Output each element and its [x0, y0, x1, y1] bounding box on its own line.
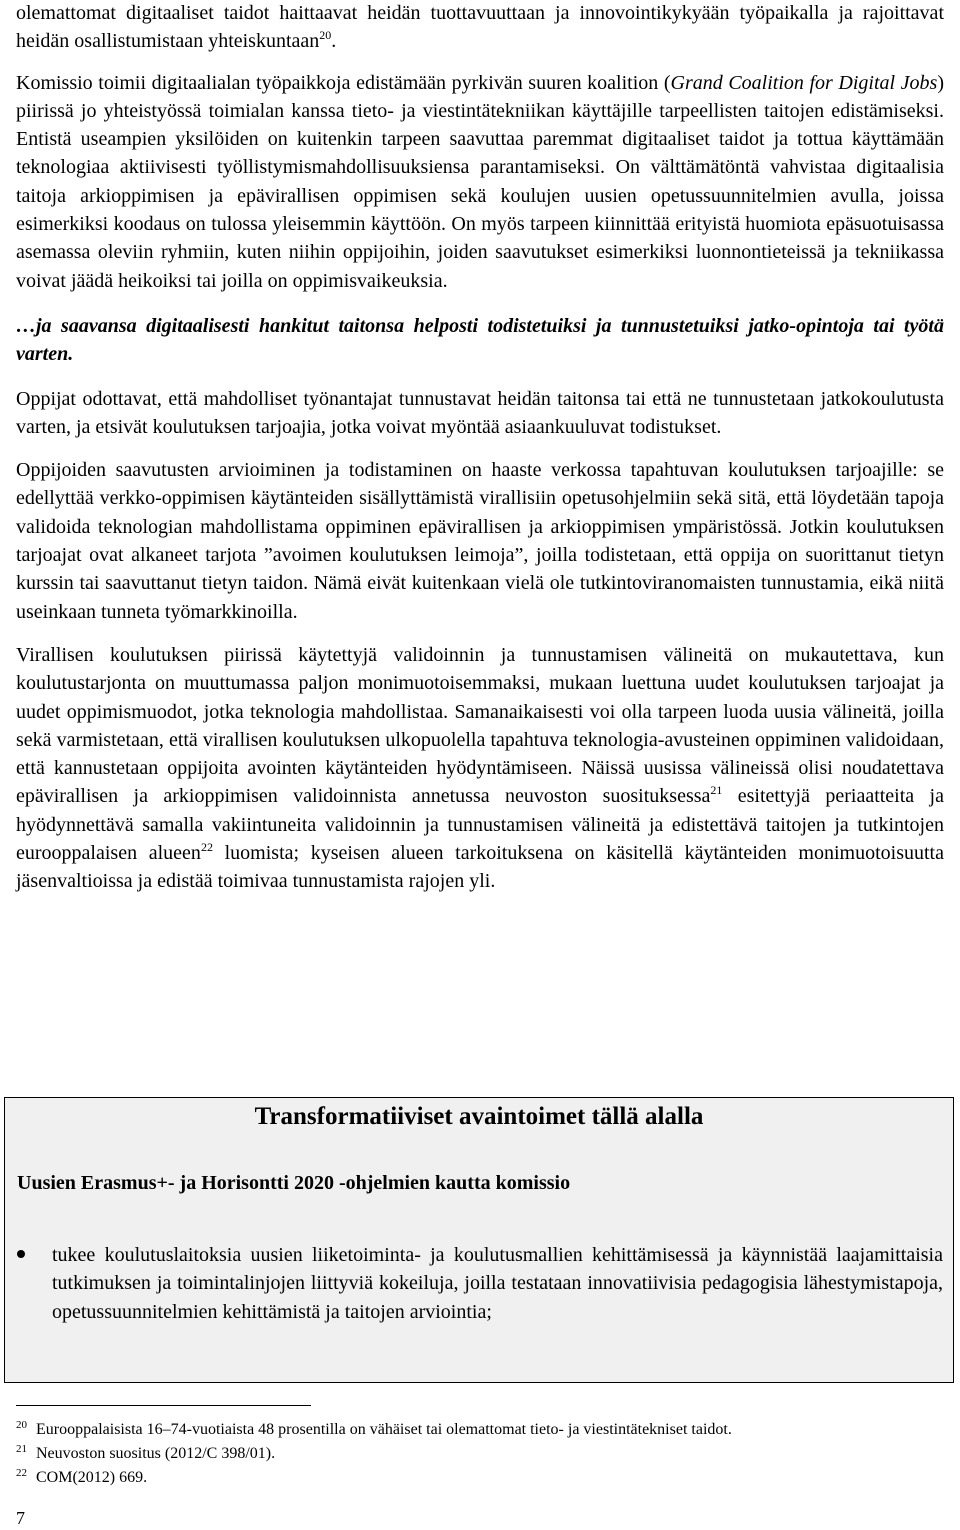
paragraph-grand-coalition — [16, 69, 944, 295]
footnote-divider — [16, 1405, 311, 1406]
p1-text-a: Komissio toimii digitaalialan työpaikkoja edistämään pyrkivän suuren koalition ( — [16, 71, 671, 94]
footnote-text: Neuvoston suositus (2012/C 398/01). — [36, 1445, 276, 1462]
footnote-text: COM(2012) 669. — [36, 1469, 148, 1486]
p4-text-c: luomista; kyseisen alueen tarkoituksena on käsitellä käytänteiden monimuotoisuutta jäsenvaltioissa ja edistää toimivaa tunnustamista rajojen yli. — [16, 842, 944, 893]
p4-text-a: Virallisen koulutuksen piirissä käytettyjä validoinnin ja tunnustamisen välineitä on mukautettava, kun koulutustarjonta on muuttumassa paljon monimuotoisemmaksi, mukaan luettuna uudet koulutuksen tarjoajat ja uudet oppimismuodot, jotka teknologia mahdollistaa. Samanaikaisesti voi olla tarpeen luoda uusia välineitä, joilla sekä varmistetaan, että virallisen koulutuksen ulkopuolella tapahtuva teknologia-avusteinen oppiminen validoidaan, että kannustetaan oppijoita avointen käytänteiden hyödyntämiseen. Näissä uusissa välineissä olisi noudatettava epävirallisen ja arkioppimisen validoinnista annetussa neuvoston suosituksessa — [16, 643, 944, 808]
p1-text-b: ) piirissä jo yhteistyössä toimialan kanssa tieto- ja viestintätekniikan käyttäjille tarpeellisten taitojen edistämiseksi. Entistä useampien yksilöiden on kuitenkin tarpeen saavuttaa paremmat digitaaliset taidot ja tottua käyttämään teknologiaa aktiivisesti työllistymismahdollisuuksiensa parantamiseksi. On välttämätöntä vahvistaa digitaalisia taitoja arkioppimisen ja epävirallisen oppimisen sekä koulujen uusien opetussuunnitelmien avulla, joissa esimerkiksi koodaus on tulossa yleisemmin käyttöön. On myös tarpeen kiinnittää erityistä huomiota epäsuotuisassa asemassa oleviin ryhmiin, kuten niihin oppijoihin, joiden saavutukset esimerkiksi luonnontieteissä ja tekniikassa voivat jäädä heikoiksi tai joilla on oppimisvaikeuksia. — [16, 71, 944, 292]
p1-italic: Grand Coalition for Digital Jobs — [670, 71, 938, 94]
paragraph-learners-expect: Oppijat odottavat, että mahdolliset työnantajat tunnustavat heidän taitonsa tai että ne tunnustetaan jatkokoulutusta varten, ja etsivät koulutuksen tarjoajia, jotka voivat myöntää asiaankuuluvat todistukset. — [16, 387, 944, 438]
bullet-dot-icon — [17, 1250, 25, 1258]
document-body — [16, 0, 944, 896]
bullet-text: tukee koulutuslaitoksia uusien liiketoiminta- ja koulutusmallien kehittämisessä ja käynnistää laajamittaisia tutkimuksen ja toimintalinjojen liittyviä kokeiluja, joilla testataan innovatiivisia pedagogisia lähestymistapoja, opetussuunnitelmien kehittämistä ja taitojen arviointia; — [52, 1244, 943, 1323]
key-actions-box — [4, 1097, 954, 1383]
footnotes — [16, 1418, 732, 1490]
box-subtitle: Uusien Erasmus+- ja Horisontti 2020 -ohjelmien kautta komissio — [17, 1172, 571, 1194]
box-title: Transformatiiviset avaintoimet tällä alalla — [254, 1103, 704, 1130]
footnote-ref-21: 21 — [710, 783, 723, 798]
paragraph-assessment: Oppijoiden saavutusten arvioiminen ja todistaminen on haaste verkossa tapahtuvan koulutuksen tarjoajille: se edellyttää verkko-oppimisen käytänteiden sisällyttämistä virallisiin opetusohjelmiin sekä sitä, että löydetään tapoja validoida teknologian mahdollistama oppiminen epävirallisen ja arkioppimisen ympäristössä. Jotkin koulutuksen tarjoajat ovat alkaneet tarjota ”avoimen koulutuksen leimoja”, joilla todistetaan, että oppija on suorittanut tietyn kurssin tai saavuttanut tietyn taidon. Nämä eivät kuitenkaan vielä ole tutkintoviranomaisten tunnustamia, eikä niitä useinkaan tunneta työmarkkinoilla. — [16, 459, 944, 623]
paragraph-validation — [16, 641, 944, 896]
footnote-ref-22: 22 — [200, 840, 213, 855]
footnote-21: $^{21}$ Neuvoston suositus (2012/C 398/01). — [16, 1443, 276, 1462]
intro-end: . — [331, 30, 337, 53]
p4-text-b: esitettyjä periaatteita ja hyödynnettävä samalla vakiintuneita validoinnin ja tunnustamisen välineitä ja edistettävä taitojen ja tutkintojen eurooppalaisen alueen — [16, 785, 944, 865]
bullet-item — [17, 1241, 943, 1326]
section-heading: …ja saavansa digitaalisesti hankitut taitonsa helposti todistetuiksi ja tunnustetuiksi jatko-opintoja tai työtä varten. — [16, 314, 944, 366]
page-number: 7 — [16, 1508, 25, 1528]
footnote-text: Eurooppalaisista 16–74-vuotiaista 48 prosentilla on vähäiset tai olemattomat tieto- ja viestintätekniset taidot. — [36, 1421, 732, 1438]
intro-paragraph — [16, 0, 944, 56]
footnote-ref-20: 20 — [319, 28, 332, 43]
footnote-22: $^{22}$ COM(2012) 669. — [16, 1467, 148, 1486]
intro-text: olemattomat digitaaliset taidot haittaavat heidän tuottavuuttaan ja innovointikykyään työpaikalla ja rajoittavat heidän osallistumistaan yhteiskuntaan — [16, 2, 944, 53]
footnote-20: $^{20}$ Eurooppalaisista 16–74-vuotiaista 48 prosentilla on vähäiset tai olemattomat tieto- ja viestintätekniset taidot. — [16, 1419, 732, 1438]
